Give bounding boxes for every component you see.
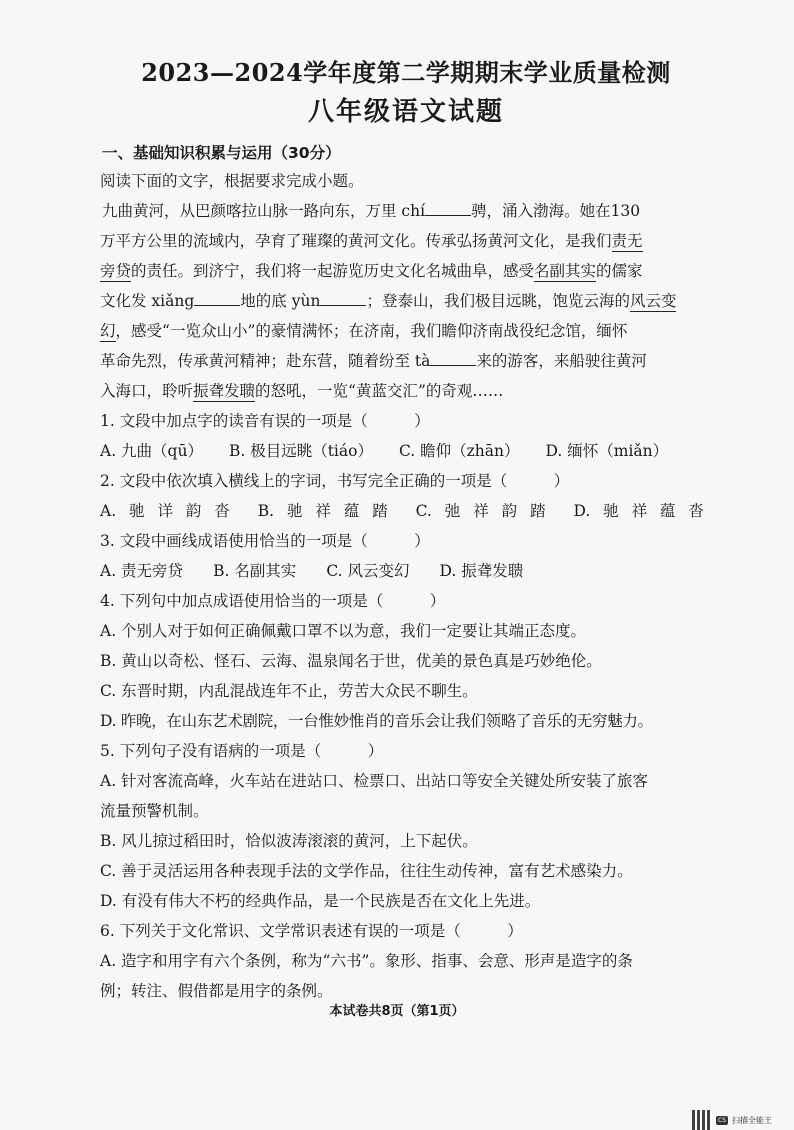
option-c[interactable]: C. 弛 祥 韵 踏 (415, 502, 546, 520)
instruction-text: 阅读下面的文字，根据要求完成小题。 (100, 172, 364, 190)
option-row (100, 556, 712, 586)
option-b[interactable]: B. 极目远眺（tiáo） (228, 442, 373, 460)
option-d[interactable]: D. 驰 祥 蕴 沓 (573, 502, 704, 520)
question-1 (100, 406, 712, 466)
question-stem: 4. 下列句中加点成语使用恰当的一项是（ ） (100, 592, 446, 610)
option-b[interactable]: B. 驰 祥 蕴 踏 (257, 502, 388, 520)
option-row (100, 436, 712, 466)
underlined-idiom: 责无 (611, 232, 643, 250)
option-a[interactable]: A. 责无旁贷 (100, 562, 184, 580)
question-stem: 6. 下列关于文化常识、文学常识表述有误的一项是（ ） (100, 922, 523, 940)
passage-line: 文化发 xiǎng 地的底 yùn ；登泰山，我们极目远眺，饱览云海的风云变 (100, 286, 712, 316)
option-a[interactable]: A. 个别人对于如何正确佩戴口罩不以为意，我们一定要让其端正态度。 (100, 622, 587, 640)
option-d[interactable]: D. 缅怀（miǎn） (545, 442, 669, 460)
option-row (100, 496, 712, 526)
question-stem: 5. 下列句子没有语病的一项是（ ） (100, 742, 384, 760)
answer-blank[interactable] (194, 287, 240, 306)
option-d[interactable]: D. 有没有伟大不朽的经典作品，是一个民族是否在文化上先进。 (100, 892, 541, 910)
section-heading: 一、基础知识积累与运用（30分） (102, 144, 341, 162)
underlined-idiom: 名副其实 (534, 262, 597, 280)
answer-blank[interactable] (320, 287, 366, 306)
cs-logo-icon: CS (718, 1116, 726, 1124)
underlined-idiom: 振聋发聩 (193, 382, 256, 400)
option-d[interactable]: D. 振聋发聩 (439, 562, 524, 580)
question-5 (100, 736, 712, 916)
underlined-idiom: 旁贷 (100, 262, 132, 280)
page-subtitle: 八年级语文试题 (307, 97, 504, 127)
passage-line: 万平方公里的流域内，孕育了璀璨的黄河文化。传承弘扬黄河文化，是我们责无 (100, 232, 643, 250)
option-a[interactable]: A. 九曲（qū） (100, 442, 203, 460)
option-a-continued: 例；转注、假借都是用字的条例。 (100, 982, 333, 1000)
watermark-text: 扫描全能王 (732, 1115, 772, 1125)
scanner-watermark (692, 1110, 772, 1130)
underlined-idiom: 幻 (100, 322, 116, 340)
option-c[interactable]: C. 善于灵活运用各种表现手法的文学作品，往往生动传神，富有艺术感染力。 (100, 862, 633, 880)
answer-blank[interactable] (425, 197, 471, 216)
question-stem: 1. 文段中加点字的读音有误的一项是（ ） (100, 412, 430, 430)
passage-line: 九曲黄河，从巴颜喀拉山脉一路向东，万里 chí 骋，涌入渤海。她在130 (100, 196, 712, 226)
qr-code-icon (692, 1110, 712, 1130)
option-d[interactable]: D. 昨晚，在山东艺术剧院，一台惟妙惟肖的音乐会让我们领略了音乐的无穷魅力。 (100, 712, 653, 730)
option-b[interactable]: B. 名副其实 (213, 562, 297, 580)
question-4 (100, 586, 712, 736)
option-b[interactable]: B. 风儿掠过稻田时，恰似波涛滚滚的黄河，上下起伏。 (100, 832, 478, 850)
question-2 (100, 466, 712, 526)
option-c[interactable]: C. 风云变幻 (326, 562, 410, 580)
option-a[interactable]: A. 针对客流高峰，火车站在进站口、检票口、出站口等安全关键处所安装了旅客 (100, 772, 649, 790)
page-footer: 本试卷共8页（第1页） (329, 1004, 465, 1019)
option-c[interactable]: C. 东晋时期，内乱混战连年不止，劳苦大众民不聊生。 (100, 682, 478, 700)
passage-line: 旁贷的责任。到济宁，我们将一起游览历史文化名城曲阜，感受名副其实的儒家 (100, 262, 643, 280)
question-stem: 2. 文段中依次填入横线上的字词，书写完全正确的一项是（ ） (100, 472, 570, 490)
question-3 (100, 526, 712, 586)
option-c[interactable]: C. 瞻仰（zhān） (398, 442, 520, 460)
passage-line: 入海口，聆听振聋发聩的怒吼，一览“黄蓝交汇”的奇观…… (100, 382, 504, 400)
option-a[interactable]: A. 驰 详 韵 沓 (100, 502, 230, 520)
underlined-idiom: 风云变 (629, 292, 677, 310)
option-a[interactable]: A. 造字和用字有六个条例，称为“六书”。象形、指事、会意、形声是造字的条 (100, 952, 633, 970)
option-b[interactable]: B. 黄山以奇松、怪石、云海、温泉闻名于世，优美的景色真是巧妙绝伦。 (100, 652, 602, 670)
option-a-continued: 流量预警机制。 (100, 802, 209, 820)
question-6 (100, 916, 712, 1006)
passage-line: 幻，感受“一览众山小”的豪情满怀；在济南，我们瞻仰济南战役纪念馆，缅怀 (100, 322, 628, 340)
page-title: 2023—2024学年度第二学期期末学业质量检测 (141, 58, 671, 87)
passage-line: 革命先烈，传承黄河精神；赴东营，随着纷至 tà 来的游客，来船驶往黄河 (100, 346, 712, 376)
question-stem: 3. 文段中画线成语使用恰当的一项是（ ） (100, 532, 430, 550)
reading-passage (100, 196, 712, 406)
answer-blank[interactable] (430, 347, 476, 366)
